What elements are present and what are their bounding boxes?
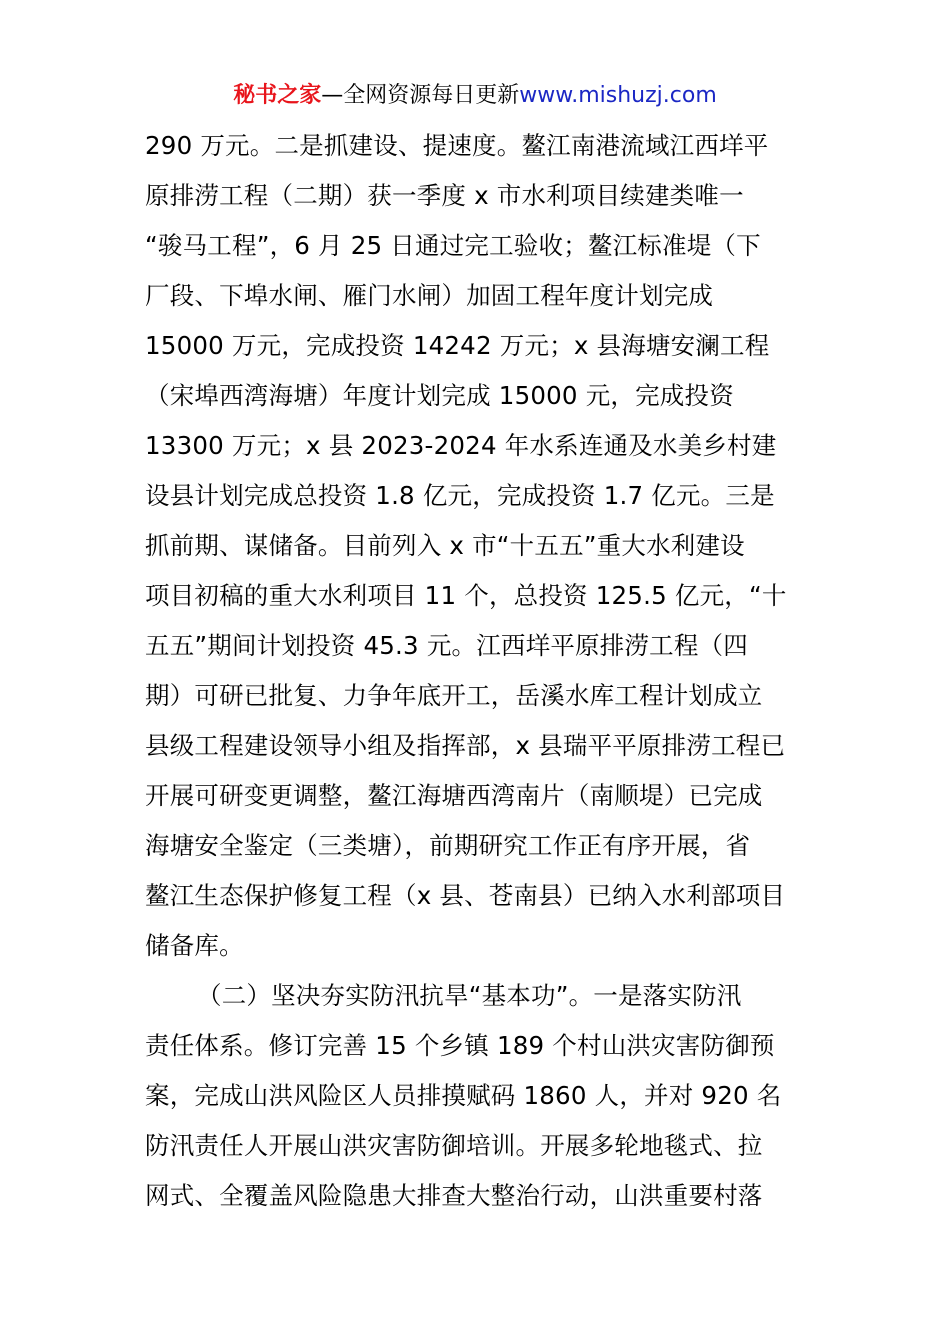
- text-line: 13300 万元；x 县 2023-2024 年水系连通及水美乡村建: [145, 431, 777, 460]
- text-line: “骏马工程”，6 月 25 日通过完工验收；鳌江标准堤（下: [145, 231, 761, 260]
- text-line: 期）可研已批复、力争年底开工，岳溪水库工程计划成立: [145, 681, 763, 710]
- text-line: 开展可研变更调整，鳌江海塘西湾南片（南顺堤）已完成: [145, 781, 763, 810]
- site-brand: 秘书之家: [233, 83, 322, 108]
- text-line: 储备库。: [145, 931, 244, 960]
- text-line: 海塘安全鉴定（三类塘），前期研究工作正有序开展，省: [145, 831, 751, 860]
- text-line: 项目初稿的重大水利项目 11 个，总投资 125.5 亿元，“十: [145, 581, 787, 610]
- text-line: 抓前期、谋储备。目前列入 x 市“十五五”重大水利建设: [145, 531, 745, 560]
- text-line: 县级工程建设领导小组及指挥部，x 县瑞平平原排涝工程已: [145, 731, 786, 760]
- section-heading-line: （二）坚决夯实防汛抗旱“基本功”。一是落实防汛: [197, 981, 742, 1010]
- site-slogan: —全网资源每日更新: [321, 83, 520, 108]
- site-header: [0, 80, 950, 112]
- site-url-link[interactable]: www.mishuzj.com: [519, 83, 717, 108]
- text-line: 责任体系。修订完善 15 个乡镇 189 个村山洪灾害防御预: [145, 1031, 775, 1060]
- text-line: 防汛责任人开展山洪灾害防御培训。开展多轮地毯式、拉: [145, 1131, 763, 1160]
- text-line: 290 万元。二是抓建设、提速度。鳌江南港流域江西垟平: [145, 131, 769, 160]
- text-line: 网式、全覆盖风险隐患大排查大整治行动，山洪重要村落: [145, 1181, 763, 1210]
- text-line: 厂段、下埠水闸、雁门水闸）加固工程年度计划完成: [145, 281, 714, 310]
- text-line: 原排涝工程（二期）获一季度 x 市水利项目续建类唯一: [145, 181, 744, 210]
- text-line: （宋埠西湾海塘）年度计划完成 15000 元，完成投资: [145, 381, 734, 410]
- text-line: 鳌江生态保护修复工程（x 县、苍南县）已纳入水利部项目: [145, 881, 786, 910]
- text-line: 15000 万元，完成投资 14242 万元；x 县海塘安澜工程: [145, 331, 770, 360]
- text-line: 五五”期间计划投资 45.3 元。江西垟平原排涝工程（四: [145, 631, 748, 660]
- text-line: 设县计划完成总投资 1.8 亿元，完成投资 1.7 亿元。三是: [145, 481, 775, 510]
- text-line: 案，完成山洪风险区人员排摸赋码 1860 人，并对 920 名: [145, 1081, 782, 1110]
